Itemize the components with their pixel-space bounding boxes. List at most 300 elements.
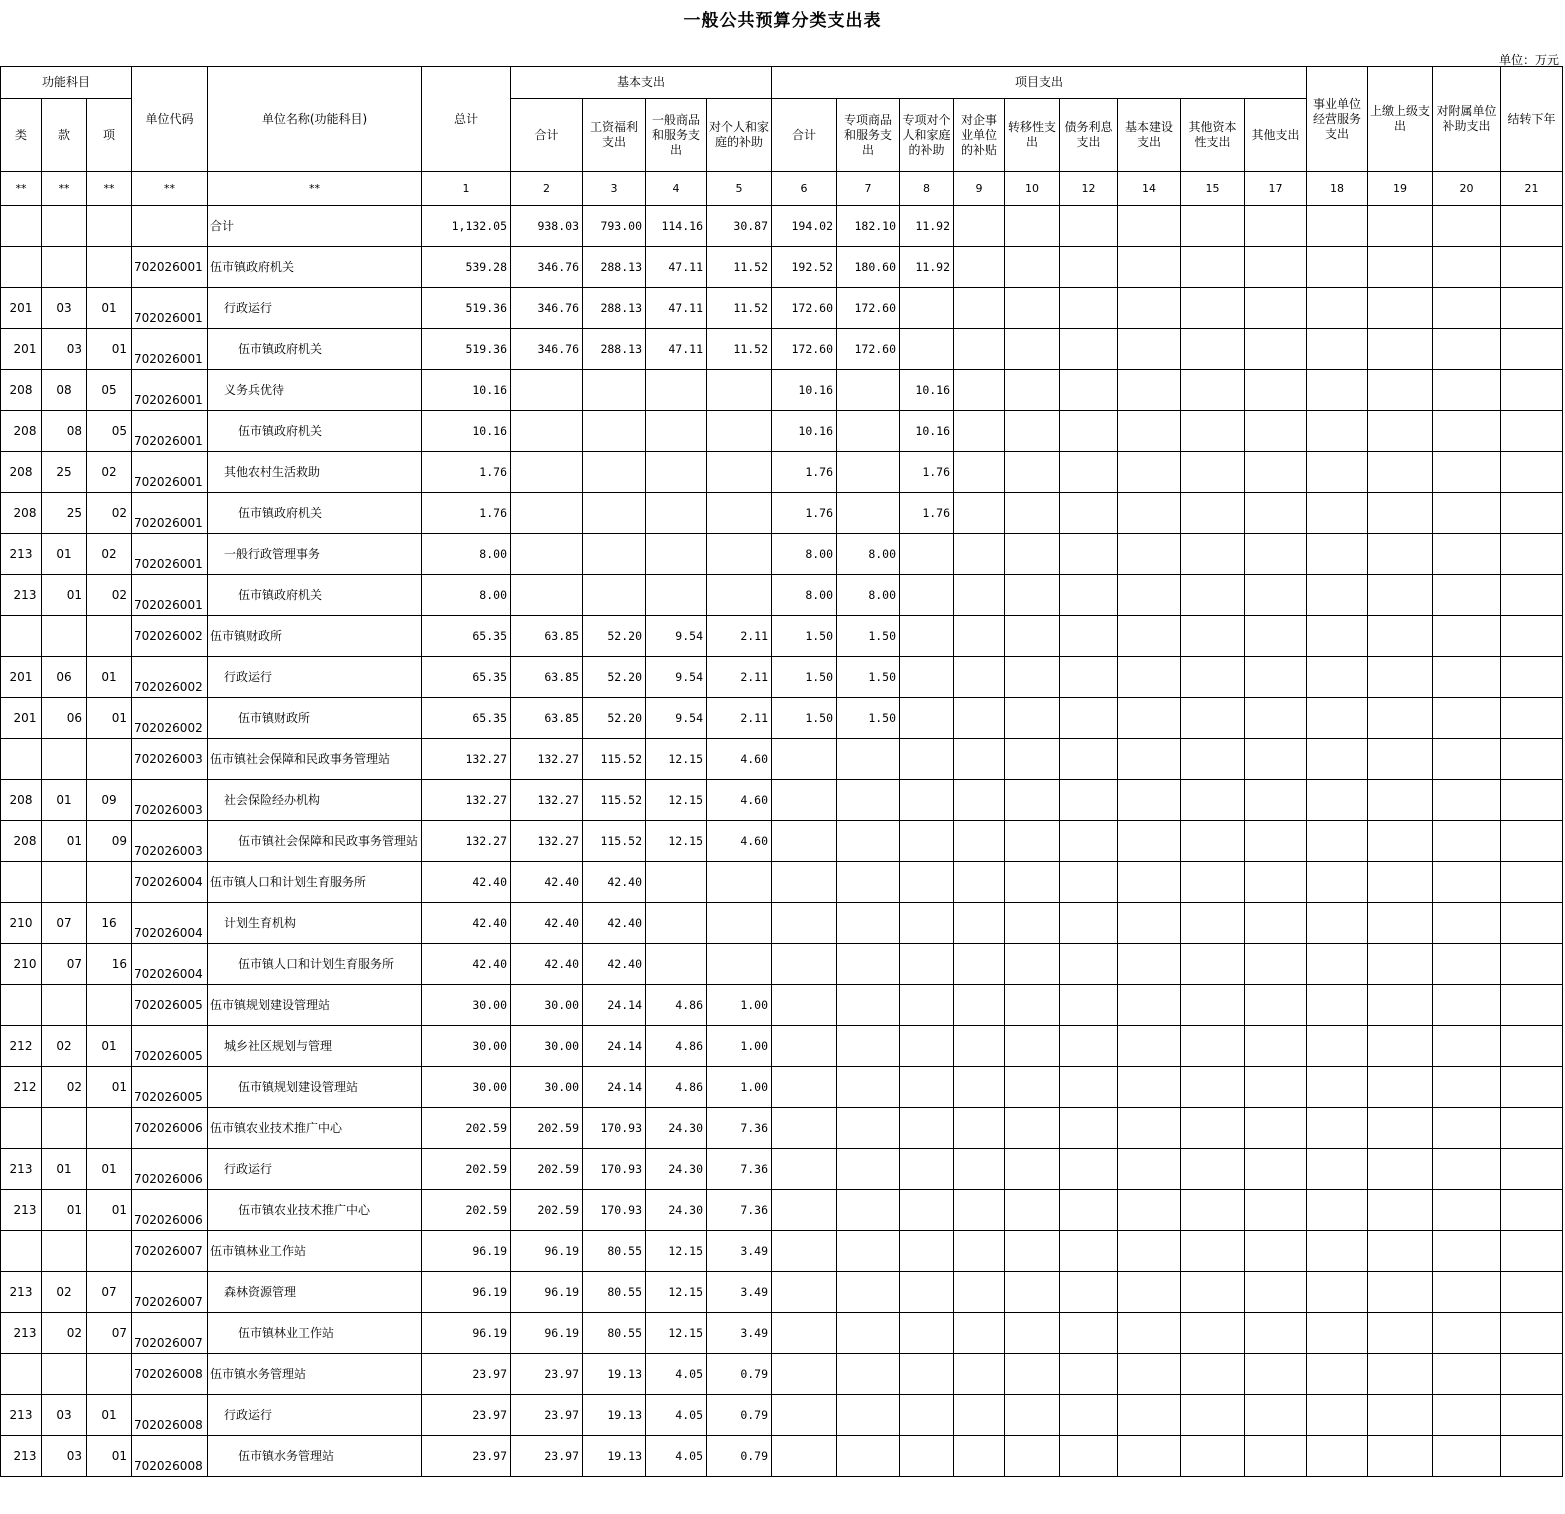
cell-value [646,493,707,534]
cell-value [1501,1272,1563,1313]
cell-lei: 201 [1,288,42,329]
cell-value [1307,411,1368,452]
cell-value: 3.49 [707,1272,772,1313]
table-row [1,1190,1563,1231]
cell-value [837,1436,900,1477]
cell-value: 19.13 [583,1395,646,1436]
cell-value [1060,452,1118,493]
cell-value: 202.59 [422,1108,511,1149]
cell-kuan [42,739,87,780]
index-cell: 8 [900,172,954,206]
cell-unit-code: 702026002 [132,698,208,739]
cell-value [1060,1436,1118,1477]
cell-value [1433,206,1501,247]
cell-kuan [42,206,87,247]
cell-unit-name: 城乡社区规划与管理 [208,1026,422,1067]
cell-value [1368,985,1433,1026]
cell-value [954,739,1005,780]
cell-value [772,1026,837,1067]
cell-value: 3.49 [707,1231,772,1272]
cell-value: 1.76 [422,452,511,493]
cell-value [1501,1149,1563,1190]
cell-kuan: 02 [42,1026,87,1067]
cell-value [900,1026,954,1067]
cell-value: 202.59 [422,1190,511,1231]
cell-value [954,534,1005,575]
cell-value [1307,575,1368,616]
cell-xiang: 02 [87,452,132,493]
header-carryover: 结转下年 [1501,67,1563,172]
cell-value: 202.59 [511,1190,583,1231]
cell-unit-name: 计划生育机构 [208,903,422,944]
cell-lei [1,985,42,1026]
cell-value [900,698,954,739]
cell-value [1005,575,1060,616]
cell-value [1307,370,1368,411]
cell-value [837,985,900,1026]
cell-value [1181,739,1245,780]
cell-value [1501,1313,1563,1354]
cell-value [1307,657,1368,698]
cell-value: 52.20 [583,616,646,657]
cell-value [1307,1067,1368,1108]
cell-value: 9.54 [646,616,707,657]
cell-xiang [87,739,132,780]
cell-value [1005,862,1060,903]
cell-value: 10.16 [422,370,511,411]
cell-value [1060,1354,1118,1395]
cell-unit-name: 伍市镇社会保障和民政事务管理站 [208,739,422,780]
cell-xiang: 02 [87,493,132,534]
cell-value [900,329,954,370]
cell-value: 1.76 [772,452,837,493]
cell-value [1181,1231,1245,1272]
cell-unit-code: 702026005 [132,1067,208,1108]
cell-value [1368,821,1433,862]
budget-table [0,66,1563,1477]
cell-value: 202.59 [511,1108,583,1149]
index-cell: 5 [707,172,772,206]
cell-value [837,1190,900,1231]
cell-value: 172.60 [772,329,837,370]
cell-value [1501,1395,1563,1436]
cell-value [1368,739,1433,780]
cell-value [1005,1026,1060,1067]
cell-value [1060,739,1118,780]
cell-value [1245,944,1307,985]
cell-value: 1.76 [772,493,837,534]
cell-unit-name: 伍市镇政府机关 [208,411,422,452]
cell-value [1433,1026,1501,1067]
cell-value [1307,206,1368,247]
cell-value [1501,1190,1563,1231]
cell-value [1433,1108,1501,1149]
cell-unit-name: 伍市镇政府机关 [208,329,422,370]
cell-value [1307,1313,1368,1354]
cell-value [1060,1108,1118,1149]
cell-value [1501,493,1563,534]
cell-value [1060,411,1118,452]
cell-value [1245,1149,1307,1190]
cell-value [1433,698,1501,739]
cell-value [837,370,900,411]
cell-lei: 212 [1,1026,42,1067]
cell-value: 114.16 [646,206,707,247]
cell-value [1118,1190,1181,1231]
cell-unit-code: 702026006 [132,1108,208,1149]
cell-value [837,862,900,903]
cell-value [1307,821,1368,862]
cell-value [837,493,900,534]
cell-value [1245,821,1307,862]
cell-value [954,247,1005,288]
cell-value [1433,534,1501,575]
cell-kuan: 07 [42,944,87,985]
cell-value [1245,862,1307,903]
cell-value: 10.16 [772,370,837,411]
cell-kuan: 01 [42,1190,87,1231]
cell-value [646,903,707,944]
cell-value [772,1190,837,1231]
cell-value [1368,534,1433,575]
table-header [1,67,1563,206]
cell-value [1245,1395,1307,1436]
cell-xiang: 01 [87,1026,132,1067]
cell-value [1005,1272,1060,1313]
cell-value: 8.00 [772,534,837,575]
cell-value: 4.05 [646,1436,707,1477]
cell-unit-name: 行政运行 [208,1395,422,1436]
cell-value [1245,985,1307,1026]
cell-unit-name: 义务兵优待 [208,370,422,411]
cell-unit-code: 702026001 [132,247,208,288]
cell-value [1433,821,1501,862]
cell-value [1368,206,1433,247]
cell-value [900,288,954,329]
cell-value [1245,1436,1307,1477]
cell-value [1005,1067,1060,1108]
cell-value [900,780,954,821]
cell-unit-name: 合计 [208,206,422,247]
cell-lei: 208 [1,411,42,452]
cell-value: 1.50 [772,616,837,657]
cell-unit-name: 伍市镇政府机关 [208,493,422,534]
cell-value [1118,616,1181,657]
cell-value: 9.54 [646,657,707,698]
cell-value [1060,1026,1118,1067]
cell-value [1005,452,1060,493]
cell-value [1005,903,1060,944]
cell-value [511,575,583,616]
cell-unit-name: 伍市镇社会保障和民政事务管理站 [208,821,422,862]
cell-value [900,985,954,1026]
cell-value [1368,247,1433,288]
cell-value [954,1190,1005,1231]
cell-value [1181,903,1245,944]
cell-xiang: 02 [87,575,132,616]
cell-xiang [87,616,132,657]
table-row [1,1395,1563,1436]
index-cell: 2 [511,172,583,206]
cell-value [772,739,837,780]
cell-value [1433,493,1501,534]
cell-value [511,534,583,575]
cell-value: 24.14 [583,1026,646,1067]
cell-value [1060,903,1118,944]
cell-value [1118,575,1181,616]
cell-lei: 212 [1,1067,42,1108]
cell-value: 10.16 [422,411,511,452]
cell-value: 8.00 [837,575,900,616]
cell-lei: 201 [1,657,42,698]
cell-value [900,1272,954,1313]
cell-value [1181,1067,1245,1108]
cell-value: 115.52 [583,739,646,780]
cell-value: 1.00 [707,1067,772,1108]
cell-value [954,616,1005,657]
index-cell: 1 [422,172,511,206]
cell-value: 23.97 [511,1354,583,1395]
cell-value: 7.36 [707,1149,772,1190]
cell-value [1245,1190,1307,1231]
cell-unit-code: 702026001 [132,575,208,616]
index-cell: 6 [772,172,837,206]
cell-value [837,411,900,452]
cell-value [1307,985,1368,1026]
cell-value [1005,493,1060,534]
cell-lei [1,1354,42,1395]
cell-lei: 213 [1,1395,42,1436]
cell-xiang: 05 [87,411,132,452]
cell-value [1307,534,1368,575]
cell-value [837,1231,900,1272]
cell-value [1245,739,1307,780]
cell-unit-name: 伍市镇人口和计划生育服务所 [208,862,422,903]
cell-xiang: 01 [87,657,132,698]
cell-value [1501,821,1563,862]
cell-value: 182.10 [837,206,900,247]
cell-value: 10.16 [900,370,954,411]
cell-value: 42.40 [583,862,646,903]
cell-value: 346.76 [511,329,583,370]
cell-value [1245,1067,1307,1108]
cell-unit-code: 702026004 [132,944,208,985]
index-cell: 21 [1501,172,1563,206]
cell-kuan: 03 [42,1436,87,1477]
cell-value [772,862,837,903]
cell-value: 1.50 [772,657,837,698]
cell-value [1181,1313,1245,1354]
cell-xiang: 02 [87,534,132,575]
cell-value [1307,944,1368,985]
cell-value [1307,903,1368,944]
cell-value: 96.19 [422,1272,511,1313]
cell-value [1181,1354,1245,1395]
index-cell: 7 [837,172,900,206]
cell-kuan: 06 [42,698,87,739]
cell-kuan: 08 [42,370,87,411]
cell-lei [1,739,42,780]
header-goods: 一般商品和服务支出 [646,99,707,172]
table-row [1,1026,1563,1067]
cell-value: 1.50 [772,698,837,739]
cell-kuan: 02 [42,1313,87,1354]
cell-value: 24.30 [646,1108,707,1149]
cell-unit-name: 伍市镇林业工作站 [208,1231,422,1272]
cell-value [1181,329,1245,370]
cell-value [1307,1354,1368,1395]
cell-value [1433,1272,1501,1313]
cell-unit-name: 伍市镇水务管理站 [208,1436,422,1477]
cell-value [511,452,583,493]
cell-value [772,1108,837,1149]
cell-value [1181,534,1245,575]
cell-value [772,1354,837,1395]
cell-value [1368,1395,1433,1436]
cell-value: 346.76 [511,247,583,288]
cell-value [1060,1190,1118,1231]
cell-value [1118,534,1181,575]
cell-value [1118,1313,1181,1354]
cell-value [1181,206,1245,247]
cell-value: 30.00 [511,985,583,1026]
cell-value [837,1395,900,1436]
cell-lei: 208 [1,452,42,493]
cell-value [1307,493,1368,534]
cell-value [1005,329,1060,370]
cell-value [900,1231,954,1272]
cell-value: 1.00 [707,1026,772,1067]
cell-value [646,411,707,452]
cell-value [1118,1026,1181,1067]
cell-value: 8.00 [772,575,837,616]
cell-value: 4.86 [646,985,707,1026]
cell-value [837,1354,900,1395]
cell-value: 42.40 [583,944,646,985]
cell-value: 8.00 [422,575,511,616]
cell-value: 10.16 [772,411,837,452]
cell-value [954,698,1005,739]
cell-value: 1.50 [837,657,900,698]
cell-xiang: 01 [87,1149,132,1190]
cell-value: 30.00 [511,1067,583,1108]
cell-value [1118,411,1181,452]
cell-value [1501,657,1563,698]
cell-value [1433,944,1501,985]
header-project: 项目支出 [772,67,1307,99]
cell-value [1118,821,1181,862]
cell-value [954,1272,1005,1313]
cell-value: 96.19 [511,1272,583,1313]
cell-unit-name: 行政运行 [208,1149,422,1190]
cell-value [1060,657,1118,698]
cell-value: 42.40 [583,903,646,944]
cell-value [954,575,1005,616]
cell-value [1501,1108,1563,1149]
cell-value: 52.20 [583,657,646,698]
cell-value: 202.59 [511,1149,583,1190]
cell-unit-name: 行政运行 [208,657,422,698]
table-row [1,1354,1563,1395]
cell-value [1181,657,1245,698]
cell-value [1368,944,1433,985]
cell-kuan [42,247,87,288]
cell-value: 23.97 [422,1395,511,1436]
index-cell: 4 [646,172,707,206]
table-row [1,493,1563,534]
cell-value [954,903,1005,944]
cell-value: 519.36 [422,329,511,370]
cell-xiang [87,1108,132,1149]
cell-value: 11.52 [707,247,772,288]
cell-kuan [42,1108,87,1149]
cell-value: 288.13 [583,329,646,370]
cell-value [1181,247,1245,288]
cell-value [1501,370,1563,411]
cell-value [1181,698,1245,739]
cell-value [1245,411,1307,452]
cell-value [900,944,954,985]
cell-value [772,1231,837,1272]
cell-value: 24.30 [646,1149,707,1190]
cell-value [1368,575,1433,616]
cell-lei: 208 [1,780,42,821]
header-special-personal: 专项对个人和家庭的补助 [900,99,954,172]
cell-kuan: 01 [42,780,87,821]
table-row [1,1272,1563,1313]
cell-value [837,739,900,780]
header-business: 事业单位经营服务支出 [1307,67,1368,172]
table-row [1,247,1563,288]
cell-lei [1,1108,42,1149]
cell-value [1368,1313,1433,1354]
cell-value [1181,944,1245,985]
cell-value: 47.11 [646,329,707,370]
cell-value [1245,780,1307,821]
cell-value [1118,985,1181,1026]
cell-value: 4.60 [707,739,772,780]
cell-value: 96.19 [422,1313,511,1354]
cell-unit-code: 702026006 [132,1190,208,1231]
cell-value [1118,493,1181,534]
cell-unit-name: 伍市镇政府机关 [208,575,422,616]
cell-value [1118,944,1181,985]
table-row [1,1231,1563,1272]
cell-value: 10.16 [900,411,954,452]
cell-value [1368,329,1433,370]
cell-value: 11.92 [900,247,954,288]
cell-value [900,1067,954,1108]
cell-value: 12.15 [646,1313,707,1354]
table-row [1,903,1563,944]
cell-lei: 201 [1,329,42,370]
cell-value [900,657,954,698]
cell-value [1060,329,1118,370]
cell-lei: 210 [1,903,42,944]
cell-value [772,903,837,944]
cell-value: 80.55 [583,1231,646,1272]
cell-value [1245,1108,1307,1149]
cell-value [646,452,707,493]
cell-value [1433,1313,1501,1354]
cell-value: 30.00 [422,985,511,1026]
cell-value [954,370,1005,411]
cell-value [1368,1108,1433,1149]
cell-xiang: 01 [87,1067,132,1108]
cell-kuan: 07 [42,903,87,944]
cell-kuan: 01 [42,1149,87,1190]
cell-value: 23.97 [511,1436,583,1477]
